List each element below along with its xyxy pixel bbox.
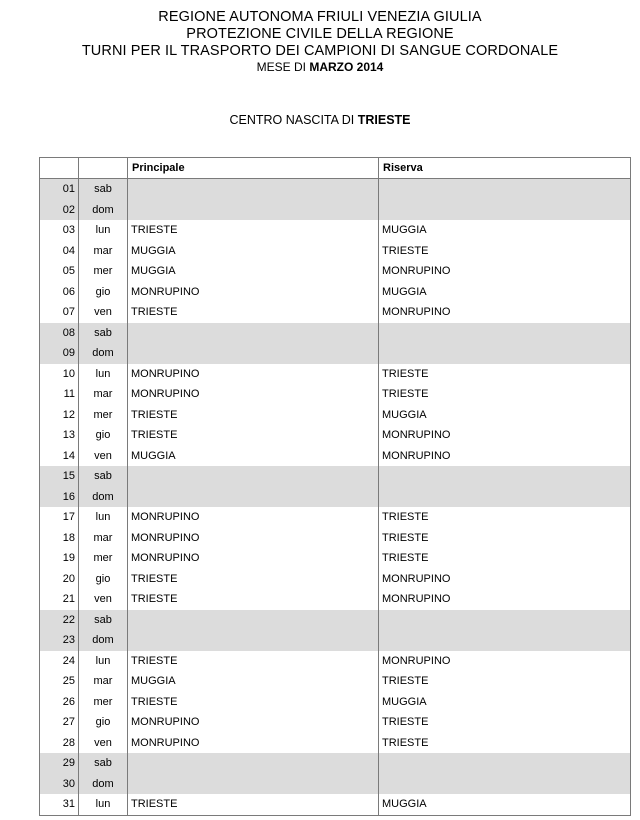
riserva-cell: MUGGIA <box>379 405 631 426</box>
riserva-cell: TRIESTE <box>379 384 631 405</box>
principale-cell: MONRUPINO <box>128 364 379 385</box>
riserva-cell: MUGGIA <box>379 220 631 241</box>
table-row <box>40 630 631 651</box>
day-number-cell: 20 <box>40 569 79 590</box>
weekday-cell: lun <box>79 220 128 241</box>
riserva-cell <box>379 179 631 200</box>
table-row <box>40 610 631 631</box>
day-number-cell: 22 <box>40 610 79 631</box>
day-number-cell: 07 <box>40 302 79 323</box>
principale-cell: MONRUPINO <box>128 733 379 754</box>
principale-cell <box>128 753 379 774</box>
principale-cell: MONRUPINO <box>128 712 379 733</box>
riserva-cell: TRIESTE <box>379 712 631 733</box>
principale-cell: MUGGIA <box>128 241 379 262</box>
table-row <box>40 794 631 815</box>
principale-cell <box>128 466 379 487</box>
month-value: MARZO 2014 <box>309 60 384 74</box>
day-number-cell: 12 <box>40 405 79 426</box>
riserva-cell <box>379 466 631 487</box>
shift-table <box>39 157 631 816</box>
table-row <box>40 302 631 323</box>
table-body <box>40 179 631 816</box>
weekday-cell: lun <box>79 651 128 672</box>
weekday-cell: mar <box>79 384 128 405</box>
riserva-cell: MONRUPINO <box>379 589 631 610</box>
principale-cell: TRIESTE <box>128 405 379 426</box>
day-number-cell: 30 <box>40 774 79 795</box>
riserva-cell <box>379 323 631 344</box>
table-row <box>40 651 631 672</box>
table-row <box>40 282 631 303</box>
table-row <box>40 712 631 733</box>
weekday-cell: mer <box>79 548 128 569</box>
riserva-cell: MONRUPINO <box>379 446 631 467</box>
day-number-cell: 23 <box>40 630 79 651</box>
table-row <box>40 487 631 508</box>
weekday-cell: gio <box>79 712 128 733</box>
table-row <box>40 507 631 528</box>
table-header-row <box>40 158 631 179</box>
centre-prefix: CENTRO NASCITA DI <box>229 113 358 127</box>
table-row <box>40 528 631 549</box>
header-day-number <box>40 158 79 179</box>
weekday-cell: sab <box>79 323 128 344</box>
weekday-cell: ven <box>79 446 128 467</box>
weekday-cell: gio <box>79 282 128 303</box>
day-number-cell: 19 <box>40 548 79 569</box>
principale-cell: TRIESTE <box>128 302 379 323</box>
table-row <box>40 692 631 713</box>
principale-cell <box>128 179 379 200</box>
riserva-cell: MUGGIA <box>379 692 631 713</box>
principale-cell: MUGGIA <box>128 446 379 467</box>
table-row <box>40 589 631 610</box>
weekday-cell: gio <box>79 425 128 446</box>
riserva-cell: MONRUPINO <box>379 302 631 323</box>
riserva-cell: MONRUPINO <box>379 425 631 446</box>
day-number-cell: 25 <box>40 671 79 692</box>
riserva-cell <box>379 200 631 221</box>
riserva-cell <box>379 774 631 795</box>
day-number-cell: 02 <box>40 200 79 221</box>
riserva-cell: TRIESTE <box>379 241 631 262</box>
riserva-cell <box>379 487 631 508</box>
principale-cell <box>128 323 379 344</box>
principale-cell: TRIESTE <box>128 692 379 713</box>
principale-cell: TRIESTE <box>128 220 379 241</box>
principale-cell <box>128 487 379 508</box>
weekday-cell: mar <box>79 671 128 692</box>
riserva-cell: MONRUPINO <box>379 569 631 590</box>
weekday-cell: sab <box>79 753 128 774</box>
table-row <box>40 241 631 262</box>
day-number-cell: 13 <box>40 425 79 446</box>
birth-centre-line <box>0 113 640 128</box>
weekday-cell: lun <box>79 507 128 528</box>
day-number-cell: 26 <box>40 692 79 713</box>
day-number-cell: 08 <box>40 323 79 344</box>
day-number-cell: 06 <box>40 282 79 303</box>
header-principale: Principale <box>128 158 379 179</box>
weekday-cell: mar <box>79 528 128 549</box>
table-row <box>40 200 631 221</box>
riserva-cell: TRIESTE <box>379 548 631 569</box>
weekday-cell: dom <box>79 343 128 364</box>
riserva-cell <box>379 753 631 774</box>
weekday-cell: lun <box>79 364 128 385</box>
principale-cell <box>128 774 379 795</box>
table-row <box>40 425 631 446</box>
principale-cell: MONRUPINO <box>128 528 379 549</box>
schedule-title: TURNI PER IL TRASPORTO DEI CAMPIONI DI SANGUE CORDONALE <box>81 43 559 59</box>
principale-cell <box>128 343 379 364</box>
day-number-cell: 27 <box>40 712 79 733</box>
weekday-cell: sab <box>79 179 128 200</box>
table-row <box>40 405 631 426</box>
weekday-cell: dom <box>79 774 128 795</box>
day-number-cell: 05 <box>40 261 79 282</box>
table-row <box>40 220 631 241</box>
day-number-cell: 31 <box>40 794 79 815</box>
principale-cell: MONRUPINO <box>128 548 379 569</box>
month-prefix: MESE DI <box>256 60 310 74</box>
riserva-cell: TRIESTE <box>379 671 631 692</box>
day-number-cell: 28 <box>40 733 79 754</box>
header-weekday <box>79 158 128 179</box>
day-number-cell: 01 <box>40 179 79 200</box>
principale-cell: MUGGIA <box>128 671 379 692</box>
riserva-cell: MUGGIA <box>379 282 631 303</box>
table-row <box>40 466 631 487</box>
principale-cell <box>128 610 379 631</box>
day-number-cell: 11 <box>40 384 79 405</box>
weekday-cell: mer <box>79 405 128 426</box>
day-number-cell: 24 <box>40 651 79 672</box>
principale-cell: TRIESTE <box>128 569 379 590</box>
day-number-cell: 16 <box>40 487 79 508</box>
day-number-cell: 10 <box>40 364 79 385</box>
weekday-cell: dom <box>79 200 128 221</box>
day-number-cell: 15 <box>40 466 79 487</box>
weekday-cell: dom <box>79 487 128 508</box>
weekday-cell: mer <box>79 261 128 282</box>
table-row <box>40 774 631 795</box>
weekday-cell: ven <box>79 733 128 754</box>
weekday-cell: dom <box>79 630 128 651</box>
day-number-cell: 21 <box>40 589 79 610</box>
table-row <box>40 569 631 590</box>
month-line <box>0 60 640 74</box>
header-riserva: Riserva <box>379 158 631 179</box>
document-header <box>0 9 640 74</box>
table-row <box>40 323 631 344</box>
riserva-cell: TRIESTE <box>379 733 631 754</box>
day-number-cell: 14 <box>40 446 79 467</box>
riserva-cell: MUGGIA <box>379 794 631 815</box>
principale-cell <box>128 630 379 651</box>
day-number-cell: 03 <box>40 220 79 241</box>
table-row <box>40 548 631 569</box>
table-row <box>40 384 631 405</box>
day-number-cell: 17 <box>40 507 79 528</box>
principale-cell: MONRUPINO <box>128 507 379 528</box>
principale-cell: TRIESTE <box>128 651 379 672</box>
table-row <box>40 671 631 692</box>
day-number-cell: 04 <box>40 241 79 262</box>
table-row <box>40 446 631 467</box>
principale-cell: MONRUPINO <box>128 282 379 303</box>
department-title: PROTEZIONE CIVILE DELLA REGIONE <box>186 26 454 42</box>
weekday-cell: lun <box>79 794 128 815</box>
weekday-cell: mer <box>79 692 128 713</box>
riserva-cell: TRIESTE <box>379 528 631 549</box>
riserva-cell: TRIESTE <box>379 364 631 385</box>
table-row <box>40 733 631 754</box>
riserva-cell: MONRUPINO <box>379 651 631 672</box>
table-row <box>40 261 631 282</box>
weekday-cell: ven <box>79 302 128 323</box>
riserva-cell <box>379 610 631 631</box>
table-row <box>40 753 631 774</box>
day-number-cell: 09 <box>40 343 79 364</box>
principale-cell <box>128 200 379 221</box>
weekday-cell: sab <box>79 610 128 631</box>
day-number-cell: 29 <box>40 753 79 774</box>
riserva-cell: TRIESTE <box>379 507 631 528</box>
weekday-cell: mar <box>79 241 128 262</box>
principale-cell: TRIESTE <box>128 794 379 815</box>
riserva-cell <box>379 630 631 651</box>
table-row <box>40 364 631 385</box>
region-title: REGIONE AUTONOMA FRIULI VENEZIA GIULIA <box>158 9 482 25</box>
day-number-cell: 18 <box>40 528 79 549</box>
principale-cell: MONRUPINO <box>128 384 379 405</box>
weekday-cell: gio <box>79 569 128 590</box>
weekday-cell: ven <box>79 589 128 610</box>
principale-cell: MUGGIA <box>128 261 379 282</box>
centre-name: TRIESTE <box>357 113 411 127</box>
weekday-cell: sab <box>79 466 128 487</box>
riserva-cell: MONRUPINO <box>379 261 631 282</box>
table-row <box>40 343 631 364</box>
principale-cell: TRIESTE <box>128 425 379 446</box>
riserva-cell <box>379 343 631 364</box>
table-row <box>40 179 631 200</box>
principale-cell: TRIESTE <box>128 589 379 610</box>
